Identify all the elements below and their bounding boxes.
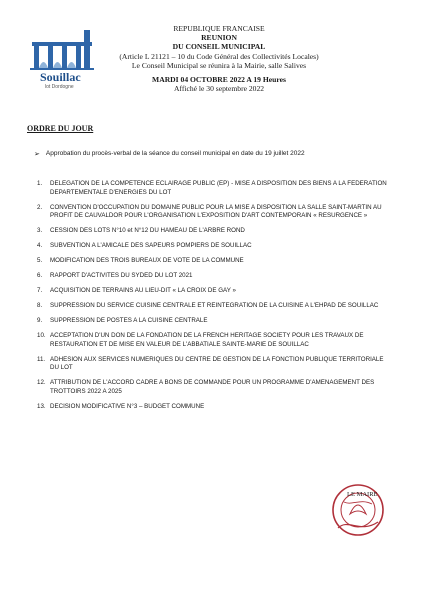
list-item: 8. SUPPRESSION DU SERVICE CUISINE CENTRALE ET REINTEGRATION DE LA CUISINE A L'EHPAD DE SOUILLAC <box>37 302 379 310</box>
logo-name: Souillac <box>40 70 81 84</box>
list-item: 12. ATTRIBUTION DE L'ACCORD CADRE A BONS DE COMMANDE POUR UN PROGRAMME D'AMENAGEMENT DES TROTTOIRS 2022 A 2025 <box>37 379 375 395</box>
header-date: MARDI 04 OCTOBRE 2022 A 19 Heures <box>152 75 286 85</box>
mairie-stamp <box>330 478 386 538</box>
document-header <box>110 24 328 93</box>
list-item: 9. SUPPRESSION DE POSTES A LA CUISINE CENTRALE <box>37 317 208 325</box>
header-conseil: DU CONSEIL MUNICIPAL <box>172 42 266 52</box>
header-lieu: Le Conseil Municipal se réunira à la Mairie, salle Salives <box>131 60 307 70</box>
list-item: 11. ADHESION AUX SERVICES NUMERIQUES DU CENTRE DE GESTION DE LA FONCTION PUBLIQUE TERRITORIALE DU LOT <box>37 355 384 372</box>
header-reunion: REUNION <box>201 33 237 43</box>
arrow-bullet-icon: ➢ <box>34 151 40 158</box>
header-article: (Article L 21121 – 10 du Code Général des Collectivités Locales) <box>119 51 319 61</box>
list-item: 13. DECISION MODIFICATIVE N°3 – BUDGET COMMUNE <box>37 402 205 410</box>
agenda-list <box>37 180 387 418</box>
ordre-du-jour-heading: ORDRE DU JOUR <box>27 124 94 133</box>
header-republique: REPUBLIQUE FRANCAISE <box>173 24 265 33</box>
list-item: 10. ACCEPTATION D'UN DON DE LA FONDATION DE LA FRENCH HERITAGE SOCIETY POUR LES TRAVAUX DE RESTAURATION ET DE MISE EN VALEUR DE L'ABBATIALE SAINTE-MARIE DE SOUILLAC <box>37 332 364 348</box>
list-item: 1. DELEGATION DE LA COMPETENCE ECLAIRAGE PUBLIC (EP) - MISE A DISPOSITION DES BIENS A LA FEDERATION DEPARTEMENTALE D'ENERGIES DU LOT <box>37 180 387 196</box>
header-affiche: Affiché le 30 septembre 2022 <box>173 84 265 94</box>
approval-text: Approbation du procès-verbal de la séance du conseil municipal en date du 19 juillet 2022 <box>45 150 305 157</box>
list-item: 3. CESSION DES LOTS N°10 et N°12 DU HAMEAU DE L'ARBRE ROND <box>37 227 245 235</box>
list-item: 6. RAPPORT D'ACTIVITES DU SYDED DU LOT 2021 <box>37 272 193 280</box>
signature-title: LE MAIRE <box>347 491 378 498</box>
list-item: 5. MODIFICATION DES TROIS BUREAUX DE VOTE DE LA COMMUNE <box>37 257 244 265</box>
list-item: 7. ACQUISITION DE TERRAINS AU LIEU-DIT « LA CROIX DE GAY » <box>37 287 236 295</box>
logo-subtitle: lot Dordogne <box>45 84 74 90</box>
list-item: 2. CONVENTION D'OCCUPATION DU DOMAINE PUBLIC POUR LA MISE A DISPOSITION LA SALLE SAINT-MARTIN AU PROFIT DE CAUVALDOR POUR L'ORGANISATION L'EXPOSITION D'ART CONTEMPORAIN « RESURGENCE » <box>37 203 382 220</box>
list-item: 4. SUBVENTION A L'AMICALE DES SAPEURS POMPIERS DE SOUILLAC <box>37 242 252 250</box>
approval-line <box>34 150 384 158</box>
